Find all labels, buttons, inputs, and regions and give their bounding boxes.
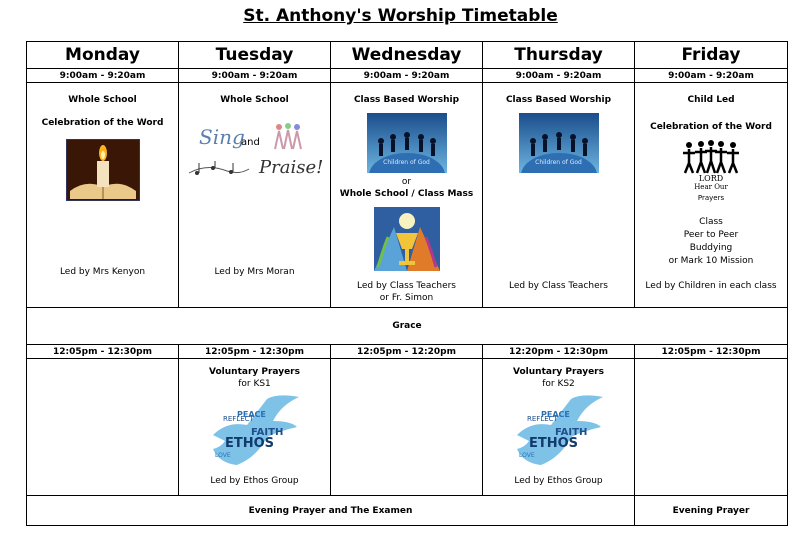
lord-hear-our-prayers-logo bbox=[635, 139, 787, 204]
afternoon-content-row bbox=[27, 359, 788, 496]
time-wednesday-am: 9:00am - 9:20am bbox=[331, 69, 483, 83]
tuesday-led-by: Led by Mrs Moran bbox=[214, 267, 295, 277]
morning-time-row bbox=[27, 69, 788, 83]
thursday-pm-cell bbox=[483, 359, 635, 496]
thursday-led-by: Led by Class Teachers bbox=[508, 281, 608, 291]
time-monday-am: 9:00am - 9:20am bbox=[27, 69, 179, 83]
friday-mark: or Mark 10 Mission bbox=[668, 256, 754, 266]
people-raising-hands-icon bbox=[271, 121, 305, 151]
chalice-image bbox=[331, 207, 482, 271]
grace-label: Grace bbox=[27, 308, 788, 345]
thursday-line1: Class Based Worship bbox=[505, 95, 612, 105]
friday-pm-cell bbox=[635, 359, 788, 496]
time-thursday-am: 9:00am - 9:20am bbox=[483, 69, 635, 83]
monday-led-by: Led by Mrs Kenyon bbox=[59, 267, 146, 277]
monday-am-cell bbox=[27, 83, 179, 308]
dove-icon-2 bbox=[511, 391, 607, 471]
wednesday-line1: Class Based Worship bbox=[353, 95, 460, 105]
wednesday-line2: Whole School / Class Mass bbox=[339, 189, 474, 199]
dove-word-cloud-image-2 bbox=[483, 391, 634, 471]
grace-row bbox=[27, 308, 788, 345]
friday-line2: Celebration of the Word bbox=[650, 122, 772, 132]
dove-word-ethos-2: ETHOS bbox=[528, 436, 578, 451]
monday-pm-cell bbox=[27, 359, 179, 496]
wednesday-or: or bbox=[401, 177, 412, 187]
time-monday-pm: 12:05pm - 12:30pm bbox=[27, 345, 179, 359]
music-notes-icon bbox=[187, 161, 251, 179]
day-header-row bbox=[27, 42, 788, 69]
footer-row bbox=[27, 496, 788, 526]
thursday-pm-line2: for KS2 bbox=[542, 379, 575, 389]
tuesday-pm-line1: Voluntary Prayers bbox=[209, 367, 300, 377]
monday-line2: Celebration of the Word bbox=[41, 118, 164, 128]
time-friday-am: 9:00am - 9:20am bbox=[635, 69, 788, 83]
evening-prayer-friday: Evening Prayer bbox=[635, 496, 788, 526]
children-of-god-image-2 bbox=[483, 113, 634, 173]
time-tuesday-am: 9:00am - 9:20am bbox=[179, 69, 331, 83]
dove-word-cloud-image bbox=[179, 391, 330, 471]
thursday-pm-led-by: Led by Ethos Group bbox=[514, 476, 603, 486]
friday-peer: Peer to Peer bbox=[683, 230, 739, 240]
time-tuesday-pm: 12:05pm - 12:30pm bbox=[179, 345, 331, 359]
friday-line1: Child Led bbox=[687, 95, 735, 105]
sing-word: Sing bbox=[199, 125, 245, 149]
friday-am-cell bbox=[635, 83, 788, 308]
dove-word-love-2: LOVE bbox=[518, 452, 535, 459]
thursday-pm-line1: Voluntary Prayers bbox=[513, 367, 604, 377]
children-of-god-caption: Children of God bbox=[383, 159, 430, 166]
time-friday-pm: 12:05pm - 12:30pm bbox=[635, 345, 788, 359]
dove-word-reflect: REFLECT bbox=[222, 415, 254, 423]
friday-led-by: Led by Children in each class bbox=[645, 281, 777, 291]
praying-people-icon bbox=[679, 139, 743, 175]
thursday-am-cell bbox=[483, 83, 635, 308]
lord-text: LORD bbox=[698, 174, 724, 183]
dove-word-faith: FAITH bbox=[250, 427, 283, 438]
wednesday-led-by-1: Led by Class Teachers bbox=[356, 281, 456, 291]
dove-word-love: LOVE bbox=[214, 452, 231, 459]
children-of-god-caption-2: Children of God bbox=[535, 159, 582, 166]
dove-icon bbox=[207, 391, 303, 471]
friday-class: Class bbox=[699, 217, 723, 227]
tuesday-pm-line2: for KS1 bbox=[238, 379, 271, 389]
day-monday: Monday bbox=[27, 42, 179, 69]
and-word: and bbox=[241, 137, 260, 148]
tuesday-am-cell bbox=[179, 83, 331, 308]
morning-content-row bbox=[27, 83, 788, 308]
dove-word-peace: PEACE bbox=[236, 410, 266, 419]
day-tuesday: Tuesday bbox=[179, 42, 331, 69]
afternoon-time-row bbox=[27, 345, 788, 359]
tuesday-pm-cell bbox=[179, 359, 331, 496]
hear-our-text: Hear Our bbox=[694, 183, 728, 191]
dove-word-faith-2: FAITH bbox=[554, 427, 587, 438]
wednesday-pm-cell bbox=[331, 359, 483, 496]
dove-word-ethos: ETHOS bbox=[224, 436, 274, 451]
time-wednesday-pm: 12:05pm - 12:20pm bbox=[331, 345, 483, 359]
friday-buddy: Buddying bbox=[689, 243, 733, 253]
time-thursday-pm: 12:20pm - 12:30pm bbox=[483, 345, 635, 359]
day-wednesday: Wednesday bbox=[331, 42, 483, 69]
wednesday-am-cell bbox=[331, 83, 483, 308]
monday-line1: Whole School bbox=[68, 95, 137, 105]
wednesday-led-by-2: or Fr. Simon bbox=[379, 293, 434, 303]
children-of-god-image bbox=[331, 113, 482, 173]
prayers-text: Prayers bbox=[697, 194, 725, 202]
candle-bible-image bbox=[27, 139, 178, 201]
dove-word-reflect-2: REFLECT bbox=[526, 415, 558, 423]
day-thursday: Thursday bbox=[483, 42, 635, 69]
timetable bbox=[26, 41, 788, 526]
evening-prayer-examen: Evening Prayer and The Examen bbox=[27, 496, 635, 526]
tuesday-pm-led-by: Led by Ethos Group bbox=[210, 476, 299, 486]
tuesday-line1: Whole School bbox=[220, 95, 289, 105]
dove-word-peace-2: PEACE bbox=[540, 410, 570, 419]
day-friday: Friday bbox=[635, 42, 788, 69]
page-title: St. Anthony's Worship Timetable bbox=[243, 6, 558, 26]
sing-and-praise-graphic bbox=[179, 121, 330, 191]
praise-word: Praise! bbox=[259, 157, 324, 178]
